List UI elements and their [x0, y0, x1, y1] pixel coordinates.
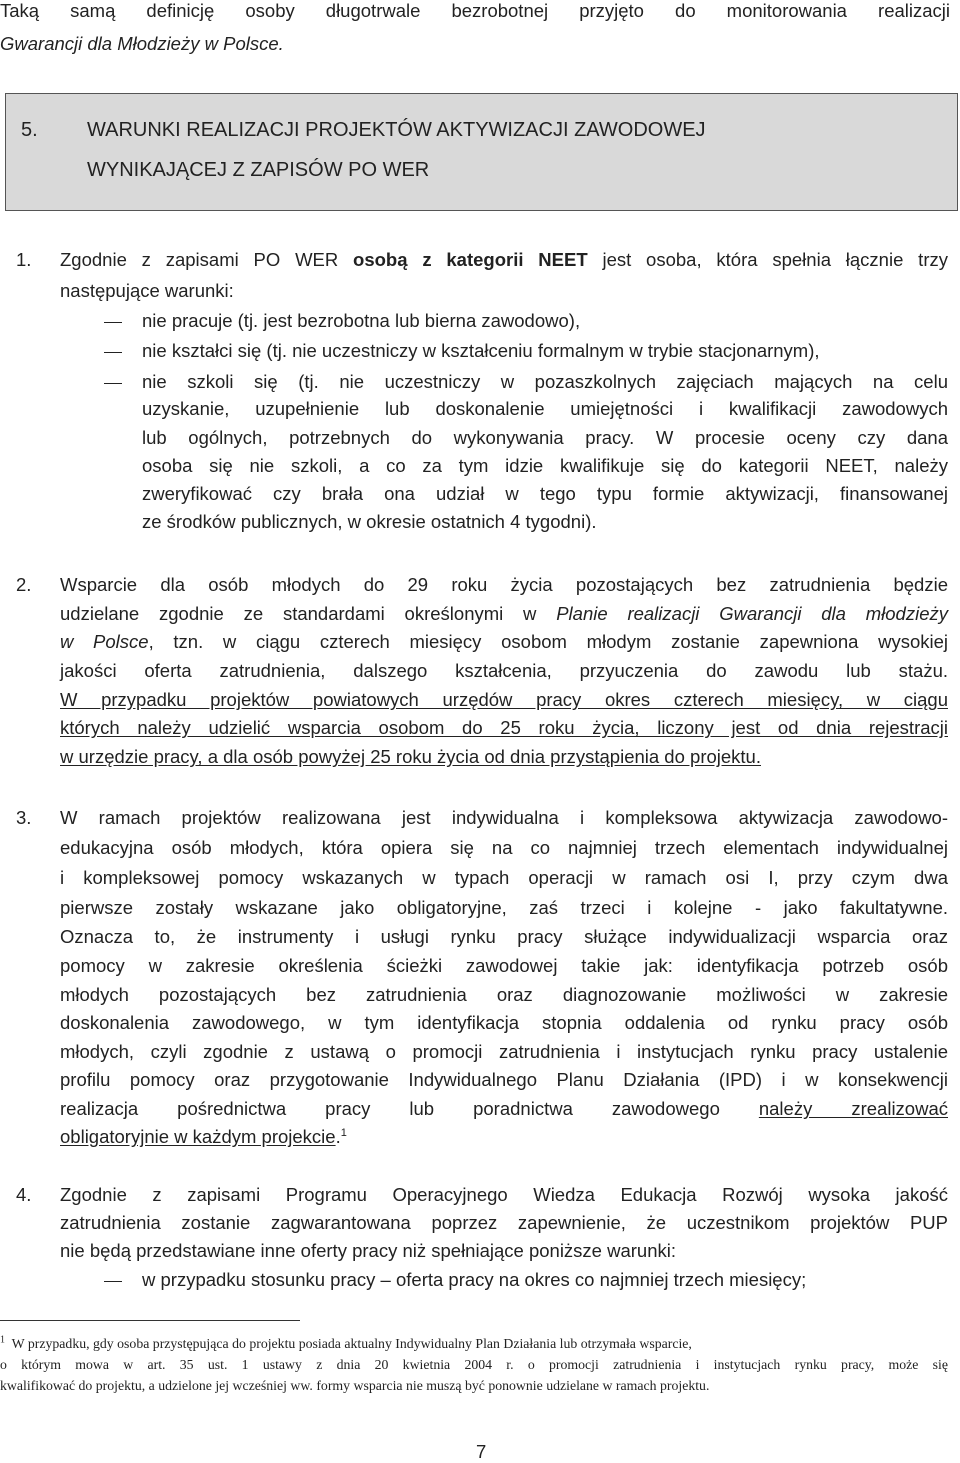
paragraph-line: realizacja pośrednictwa pracy lub poradnictwa zawodowego należy zrealizować	[60, 1098, 948, 1119]
list-item: zweryfikować czy brała ona udział w tego typu formie aktywizacji, finansowanej	[142, 483, 948, 504]
paragraph-line: Oznacza to, że instrumenty i usługi rynku pracy służące indywidualizacji wsparcia oraz	[60, 926, 948, 947]
paragraph-line: pierwsze zostały wskazane jako obligatoryjne, zaś trzeci i kolejne - jako fakultatywne.	[60, 897, 948, 918]
paragraph-number: 2.	[16, 574, 32, 595]
paragraph-line: profilu pomocy oraz przygotowanie Indywidualnego Planu Działania (IPD) i w konsekwencji	[60, 1069, 948, 1090]
paragraph-number: 1.	[16, 249, 32, 270]
list-item: uzyskanie, uzupełnienie lub doskonalenie umiejętności i kwalifikacji zawodowych	[142, 398, 948, 419]
footnote-marker: 1	[0, 1334, 5, 1346]
dash-bullet	[104, 322, 122, 323]
document-title-reference: Planie realizacji Gwarancji dla młodzieży	[556, 603, 948, 624]
paragraph-line: edukacyjna osób młodych, która opiera się na co najmniej trzech elementach indywidualnej	[60, 837, 948, 858]
paragraph-line: doskonalenia zawodowego, w tym identyfikacja stopnia oddalenia od rynku pracy osób	[60, 1012, 948, 1033]
dash-bullet	[104, 383, 122, 384]
paragraph-line: Wsparcie dla osób młodych do 29 roku życia pozostających bez zatrudnienia będzie	[60, 574, 948, 595]
list-item: w przypadku stosunku pracy – oferta pracy na okres co najmniej trzech miesięcy;	[142, 1269, 807, 1290]
paragraph-line: młodych, czyli zgodnie z ustawą o promocji zatrudnienia i instytucjach rynku pracy ustalenie	[60, 1041, 948, 1062]
list-item: nie kształci się (tj. nie uczestniczy w kształceniu formalnym w trybie stacjonarnym),	[142, 340, 820, 361]
footnote-separator	[0, 1320, 300, 1321]
dash-bullet	[104, 352, 122, 353]
paragraph-line: Zgodnie z zapisami PO WER osobą z kategorii NEET jest osoba, która spełnia łącznie trzy	[60, 249, 948, 270]
section-number: 5.	[21, 119, 38, 141]
paragraph-number: 3.	[16, 807, 32, 828]
paragraph-line: i kompleksowej pomocy wskazanych w typach operacji w ramach osi I, przy czym dwa	[60, 867, 948, 888]
footnote-reference[interactable]: 1	[340, 1126, 347, 1139]
dash-bullet	[104, 1281, 122, 1282]
paragraph-line: Zgodnie z zapisami Programu Operacyjnego Wiedza Edukacja Rozwój wysoka jakość	[60, 1184, 948, 1205]
footnote-line: kwalifikować do projektu, a udzielone jej wcześniej ww. formy wsparcia nie muszą być ponownie udzielane w ramach projektu.	[0, 1378, 710, 1393]
paragraph-line: udzielane zgodnie ze standardami określonymi w Planie realizacji Gwarancji dla młodzieży	[60, 603, 948, 624]
paragraph-line: obligatoryjnie w każdym projekcie.$^1$	[60, 1126, 347, 1147]
paragraph-line: w urzędzie pracy, a dla osób powyżej 25 roku życia od dnia przystąpienia do projektu.	[60, 746, 761, 767]
paragraph-line: młodych pozostających bez zatrudnienia oraz diagnozowanie możliwości w zakresie	[60, 984, 948, 1005]
list-item: lub ogólnych, potrzebnych do wykonywania pracy. W procesie oceny czy dana	[142, 427, 948, 448]
list-item: osoba się nie szkoli, a co za tym idzie kwalifikuje się do kategorii NEET, należy	[142, 455, 948, 476]
paragraph-line: W ramach projektów realizowana jest indywidualna i kompleksowa aktywizacja zawodowo-	[60, 807, 948, 828]
page-number: 7	[476, 1441, 487, 1462]
intro-line: Gwarancji dla Młodzieży w Polsce.	[0, 33, 284, 54]
paragraph-line: nie będą przedstawiane inne oferty pracy niż spełniające poniższe warunki:	[60, 1240, 676, 1261]
footnote-line: o którym mowa w art. 35 ust. 1 ustawy z dnia 20 kwietnia 2004 r. o promocji zatrudnienia i instytucjach rynku pracy, może się	[0, 1357, 948, 1372]
list-item: nie szkoli się (tj. nie uczestniczy w pozaszkolnych zajęciach mających na celu	[142, 371, 948, 392]
list-item: ze środków publicznych, w okresie ostatnich 4 tygodni).	[142, 511, 597, 532]
intro-line: Taką samą definicję osoby długotrwale bezrobotnej przyjęto do monitorowania realizacji	[0, 0, 950, 21]
section-title: WARUNKI REALIZACJI PROJEKTÓW AKTYWIZACJI ZAWODOWEJ	[87, 119, 706, 141]
paragraph-line: W przypadku projektów powiatowych urzędów pracy okres czterech miesięcy, w ciągu	[60, 689, 948, 710]
section-title: WYNIKAJĄCEJ Z ZAPISÓW PO WER	[87, 159, 430, 181]
section-header	[5, 93, 958, 211]
paragraph-line: których należy udzielić wsparcia osobom do 25 roku życia, liczony jest od dnia rejestracji	[60, 717, 948, 738]
paragraph-line: pomocy w zakresie określenia ścieżki zawodowej takie jak: identyfikacja potrzeb osób	[60, 955, 948, 976]
paragraph-line: zatrudnienia zostanie zagwarantowana poprzez zapewnienie, że uczestnikom projektów PUP	[60, 1212, 948, 1233]
paragraph-line: jakości oferta zatrudnienia, dalszego kształcenia, przyuczenia do zawodu lub stażu.	[60, 660, 948, 681]
footnote-line: $^1$ W przypadku, gdy osoba przystępująca do projektu posiada aktualny Indywidualny Plan Działania lub otrzymała wsparcie,	[0, 1334, 692, 1351]
term-neet: osobą z kategorii NEET	[353, 249, 588, 270]
paragraph-line: w Polsce, tzn. w ciągu czterech miesięcy osobom młodym zostanie zapewniona wysokiej	[60, 631, 948, 652]
paragraph-number: 4.	[16, 1184, 32, 1205]
paragraph-line: następujące warunki:	[60, 280, 234, 301]
list-item: nie pracuje (tj. jest bezrobotna lub bierna zawodowo),	[142, 310, 581, 331]
